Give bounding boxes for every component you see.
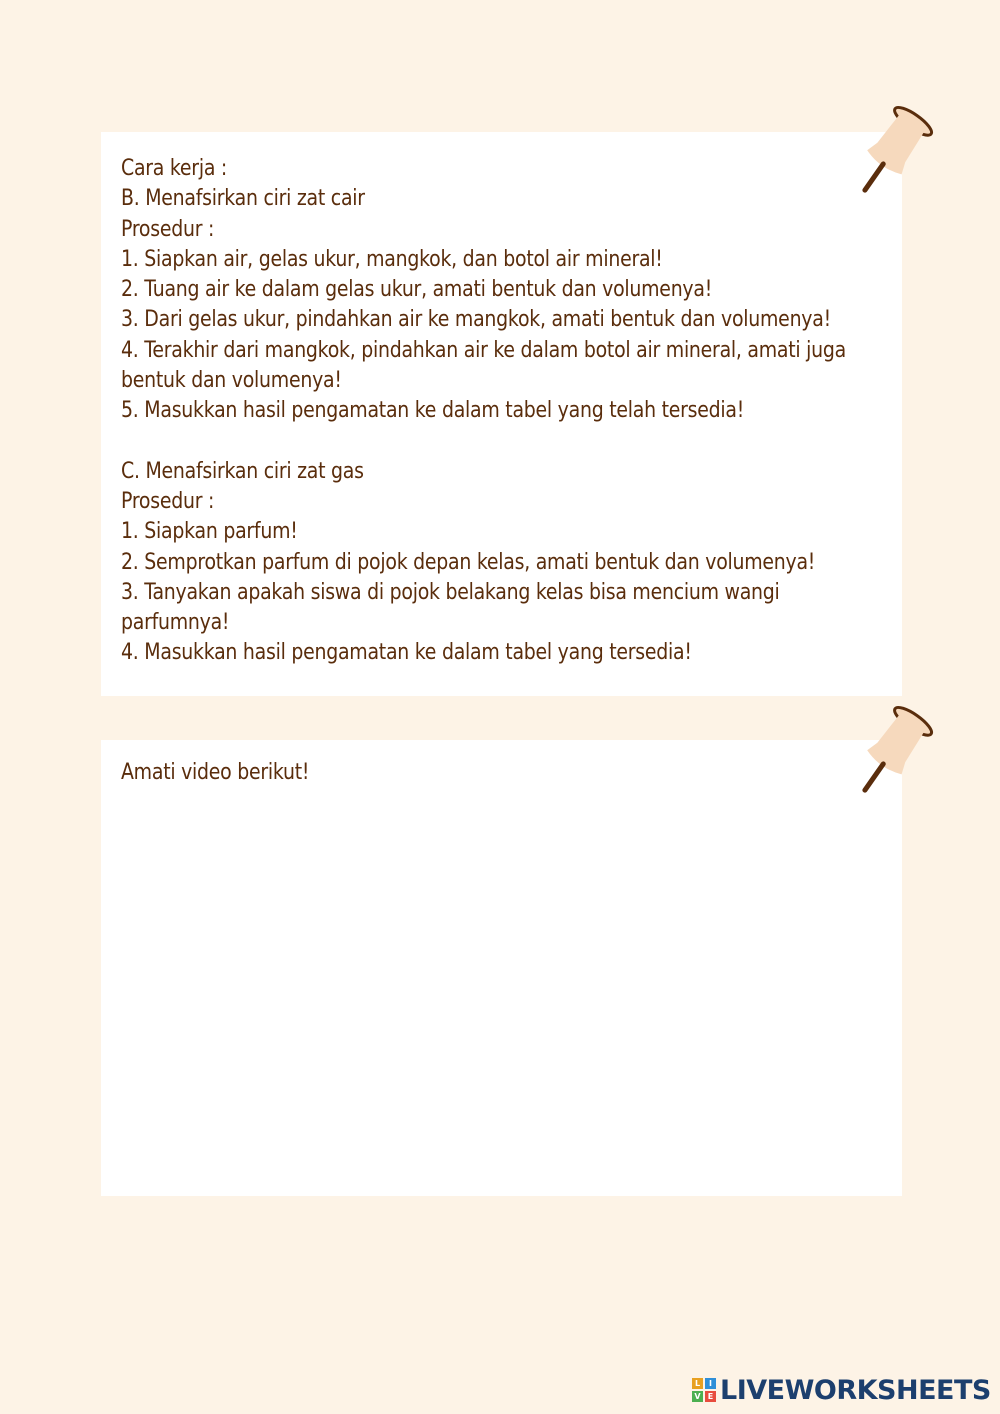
- video-instruction: Amati video berikut!: [121, 760, 310, 785]
- section-heading: B. Menafsirkan ciri zat cair: [121, 186, 365, 212]
- liveworksheets-logo[interactable]: [692, 1373, 991, 1407]
- push-pin-icon: [848, 695, 938, 805]
- step-line: 3. Dari gelas ukur, pindahkan air ke mangkok, amati bentuk dan volumenya!: [121, 307, 831, 333]
- step-line: 3. Tanyakan apakah siswa di pojok belakang kelas bisa mencium wangi: [121, 579, 780, 605]
- step-line: 4. Terakhir dari mangkok, pindahkan air ke dalam botol air mineral, amati juga: [121, 337, 847, 363]
- logo-letter: I: [705, 1378, 716, 1389]
- logo-letter: E: [705, 1391, 716, 1402]
- text-line: Cara kerja :: [121, 156, 228, 181]
- step-line: parfumnya!: [121, 610, 230, 636]
- step-line: bentuk dan volumenya!: [121, 368, 342, 394]
- section-heading: C. Menafsirkan ciri zat gas: [121, 458, 364, 484]
- push-pin-icon: [848, 95, 938, 205]
- step-line: 1. Siapkan parfum!: [121, 519, 298, 545]
- step-line: 4. Masukkan hasil pengamatan ke dalam tabel yang tersedia!: [121, 640, 692, 666]
- liveworksheets-logo-icon: [692, 1378, 716, 1402]
- step-line: 5. Masukkan hasil pengamatan ke dalam tabel yang telah tersedia!: [121, 398, 745, 424]
- logo-letter: L: [692, 1378, 703, 1389]
- step-line: 1. Siapkan air, gelas ukur, mangkok, dan botol air mineral!: [121, 246, 663, 272]
- video-card: [101, 740, 902, 1196]
- logo-letter: V: [692, 1391, 703, 1402]
- text-line: Prosedur :: [121, 216, 215, 242]
- step-line: 2. Semprotkan parfum di pojok depan kelas, amati bentuk dan volumenya!: [121, 549, 816, 575]
- procedure-card: [101, 132, 902, 696]
- spacer: [121, 427, 882, 457]
- logo-text: LIVEWORKSHEETS: [720, 1374, 991, 1406]
- text-line: Prosedur :: [121, 488, 215, 514]
- step-line: 2. Tuang air ke dalam gelas ukur, amati bentuk dan volumenya!: [121, 277, 713, 303]
